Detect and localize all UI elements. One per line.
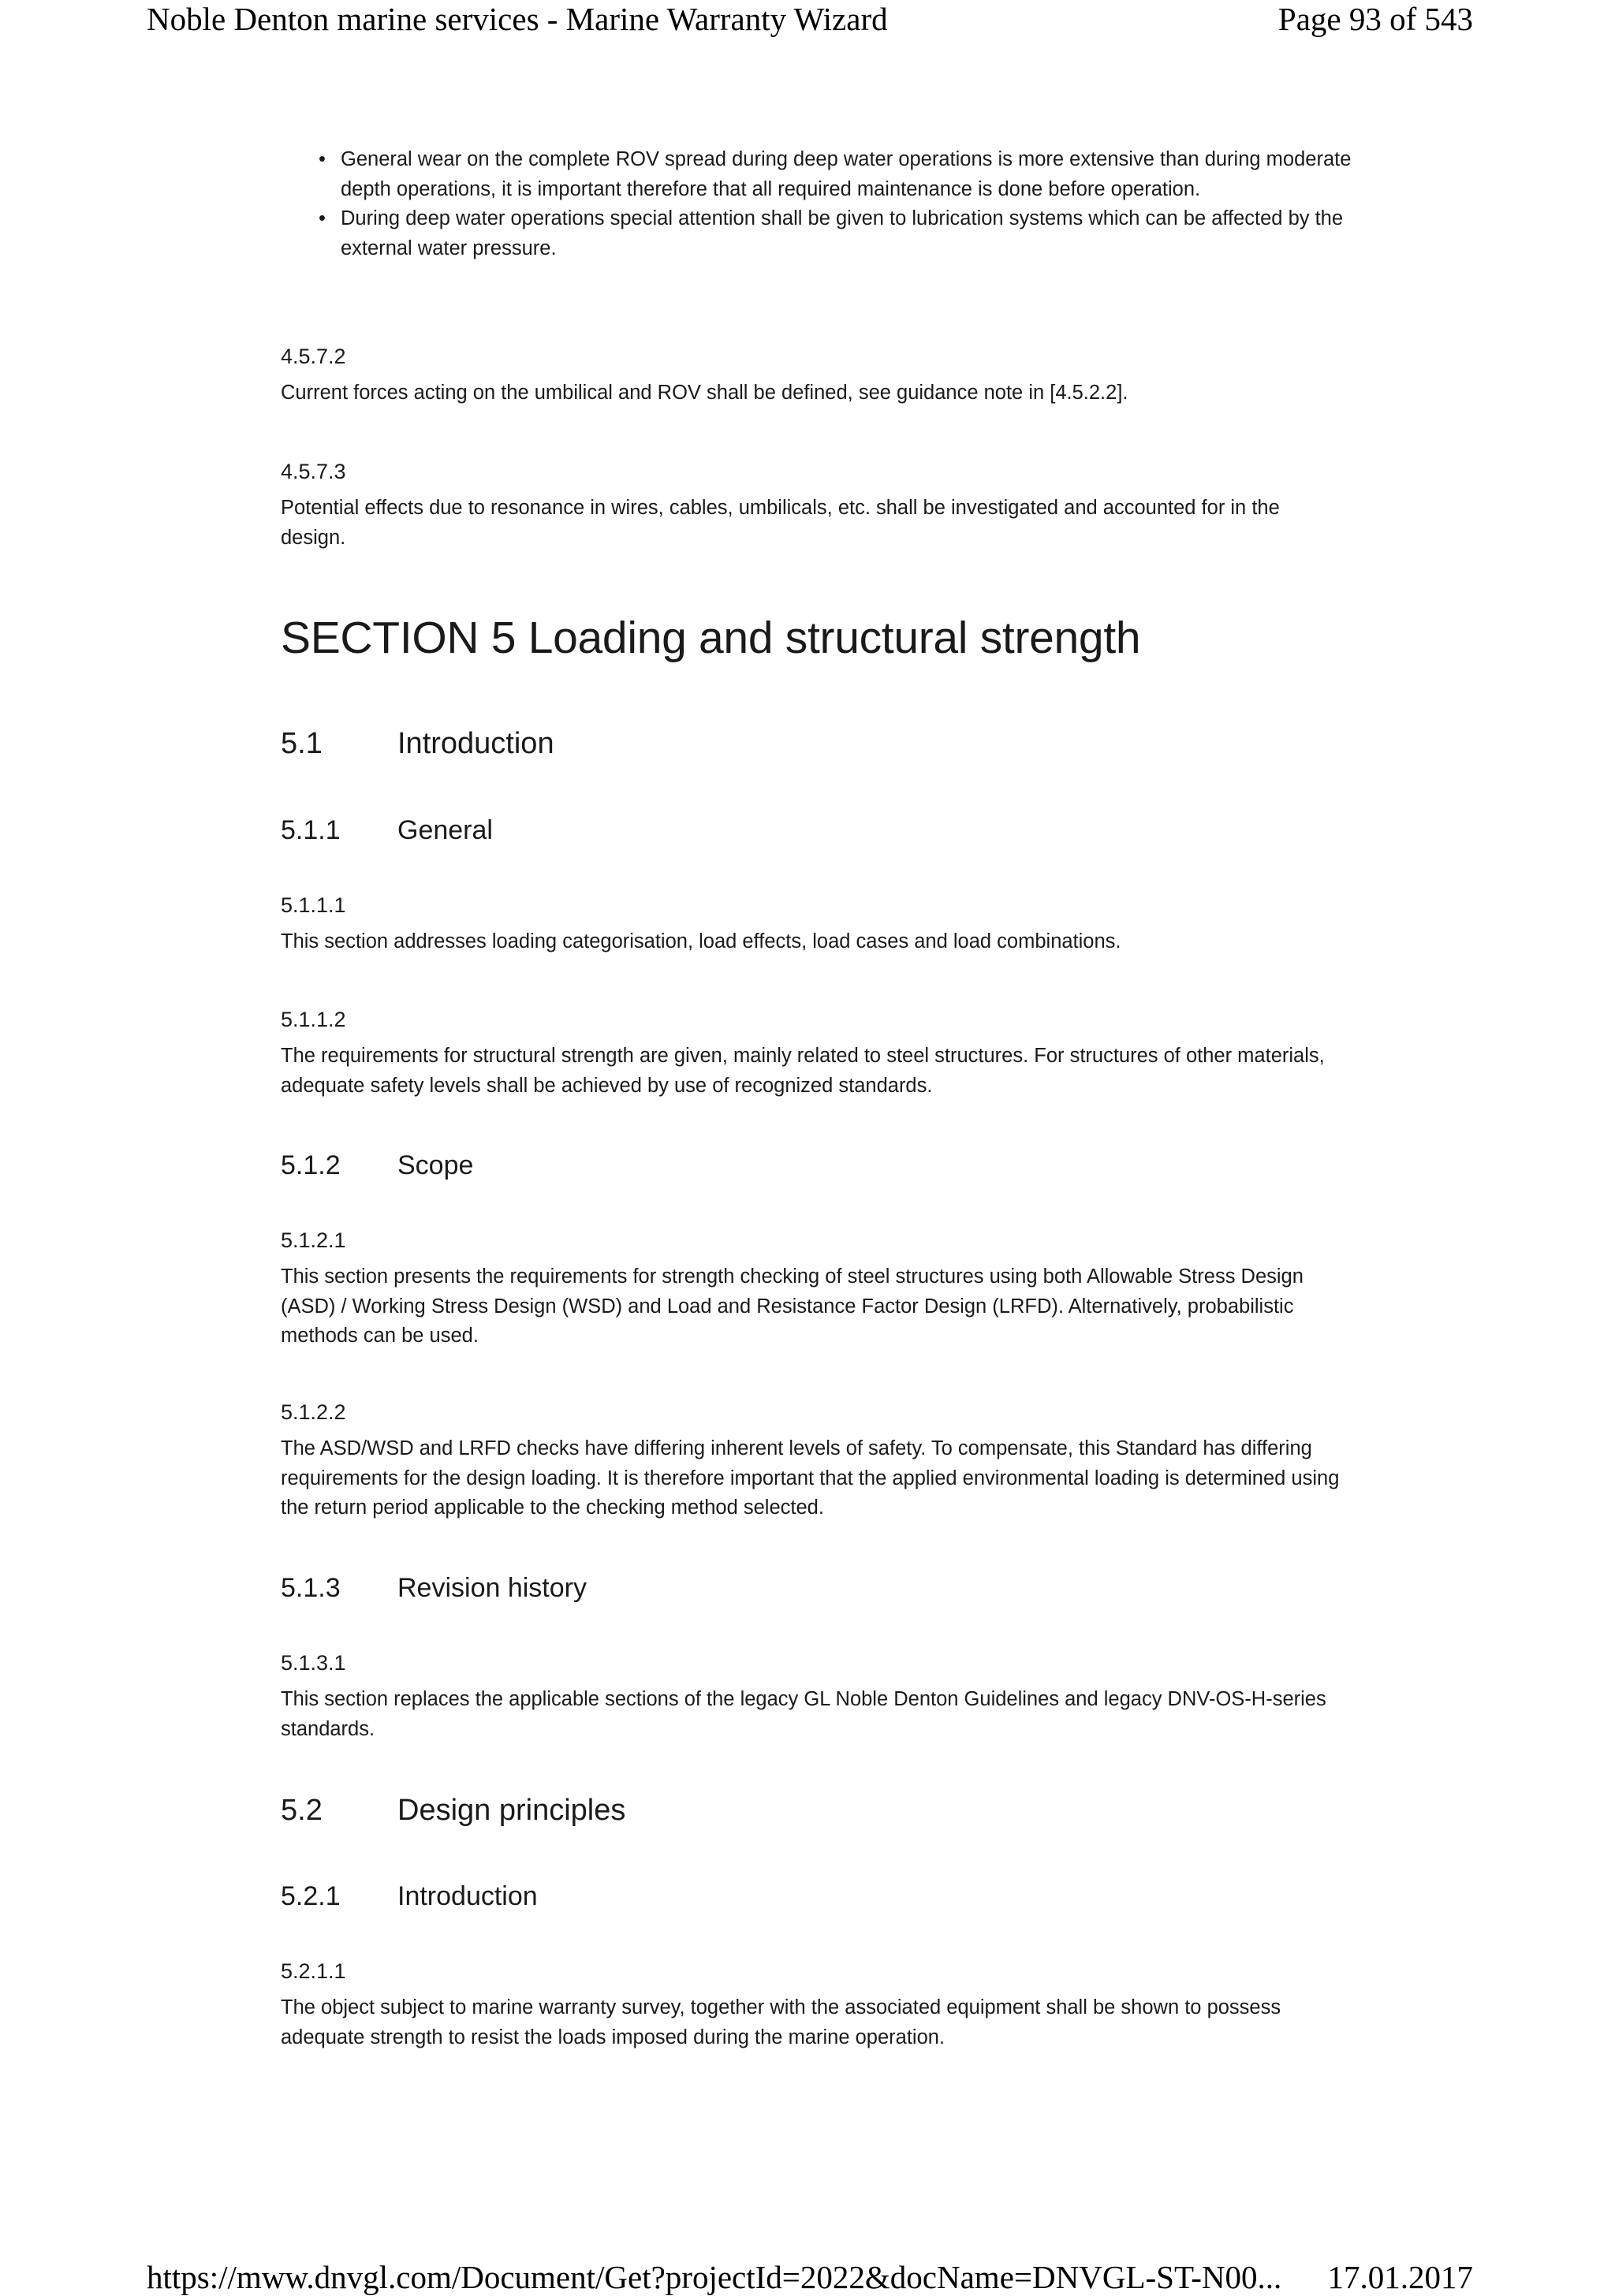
clause-text: The ASD/WSD and LRFD checks have differing inherent levels of safety. To compensate, this Standard has differing requirements for the design loading. It is therefore important that the applied environmental loading is determined using the return period applicable to the checking method selected.: [281, 1437, 1340, 1519]
heading-number: 5.2.1: [281, 1881, 341, 1911]
clause-4-5-7-3: [281, 457, 1347, 553]
header-title: Noble Denton marine services - Marine Warranty Wizard: [147, 1, 888, 37]
clause-text: Current forces acting on the umbilical and ROV shall be defined, see guidance note in [4.5.2.2].: [281, 382, 1128, 404]
clause-5-1-2-2: [281, 1398, 1347, 1523]
list-item: • General wear on the complete ROV spread during deep water operations is more extensive than during moderate depth operations, it is important therefore that all required maintenance is done before operation.: [319, 145, 1385, 204]
clause-number: 5.1.3.1: [281, 1651, 346, 1675]
heading-5-1-1: [281, 814, 1347, 847]
clause-text: The object subject to marine warranty survey, together with the associated equipment shall be shown to possess adequate strength to resist the loads imposed during the marine operation.: [281, 1996, 1281, 2048]
heading-number: 5.1.3: [281, 1573, 341, 1603]
clause-number: 5.1.1.2: [281, 1008, 346, 1031]
clause-number: 5.1.2.2: [281, 1400, 346, 1424]
clause-5-1-2-1: [281, 1226, 1347, 1351]
heading-title: General: [397, 815, 493, 845]
heading-title: Revision history: [397, 1573, 587, 1603]
clause-4-5-7-2: [281, 342, 1347, 408]
heading-5-1-2: [281, 1149, 1347, 1182]
page-footer: [147, 2258, 1473, 2296]
heading-5-1-3: [281, 1571, 1347, 1605]
heading-title: Introduction: [397, 1881, 538, 1911]
clause-text: The requirements for structural strength are given, mainly related to steel structures. For structures of other materials, adequate safety levels shall be achieved by use of recognized standards.: [281, 1045, 1325, 1097]
document-url-link[interactable]: https://mww.dnvgl.com/Document/Get?projectId=2022&docName=DNVGL-ST-N00...: [147, 2259, 1282, 2295]
clause-5-1-1-1: [281, 891, 1347, 957]
clause-number: 5.1.1.1: [281, 893, 346, 917]
heading-title: Scope: [397, 1150, 474, 1180]
heading-number: 5.1: [281, 727, 323, 760]
heading-title: Design principles: [397, 1794, 626, 1827]
clause-number: 4.5.7.2: [281, 345, 346, 368]
heading-number: 5.2: [281, 1794, 323, 1827]
heading-5-1: [281, 725, 1347, 762]
clause-number: 5.1.2.1: [281, 1228, 346, 1252]
clause-text: Potential effects due to resonance in wires, cables, umbilicals, etc. shall be investigated and accounted for in the design.: [281, 497, 1280, 549]
clause-number: 4.5.7.3: [281, 460, 346, 483]
clause-5-1-1-2: [281, 1005, 1347, 1101]
clause-text: This section addresses loading categorisation, load effects, load cases and load combinations.: [281, 930, 1121, 952]
heading-5-2-1: [281, 1880, 1347, 1913]
section-title: SECTION 5 Loading and structural strength: [281, 613, 1141, 663]
heading-number: 5.1.2: [281, 1150, 341, 1180]
print-date: 17.01.2017: [1327, 2259, 1473, 2295]
list-item: • During deep water operations special attention shall be given to lubrication systems which can be affected by the external water pressure.: [319, 204, 1385, 263]
heading-number: 5.1.1: [281, 815, 341, 845]
clause-5-1-3-1: [281, 1649, 1347, 1744]
clause-text: This section replaces the applicable sections of the legacy GL Noble Denton Guidelines and legacy DNV-OS-H-series standards.: [281, 1688, 1326, 1740]
clause-5-2-1-1: [281, 1957, 1347, 2052]
clause-text: This section presents the requirements for strength checking of steel structures using both Allowable Stress Design (ASD) / Working Stress Design (WSD) and Load and Resistance Factor Design (LRFD). Alternatively, probabilistic methods can be used.: [281, 1265, 1304, 1347]
heading-title: Introduction: [397, 727, 554, 760]
page-number: Page 93 of 543: [1277, 1, 1473, 37]
heading-5-2: [281, 1792, 1347, 1828]
bullet-list: [319, 145, 1385, 263]
clause-number: 5.2.1.1: [281, 1959, 346, 1983]
page-header: [147, 0, 1473, 38]
